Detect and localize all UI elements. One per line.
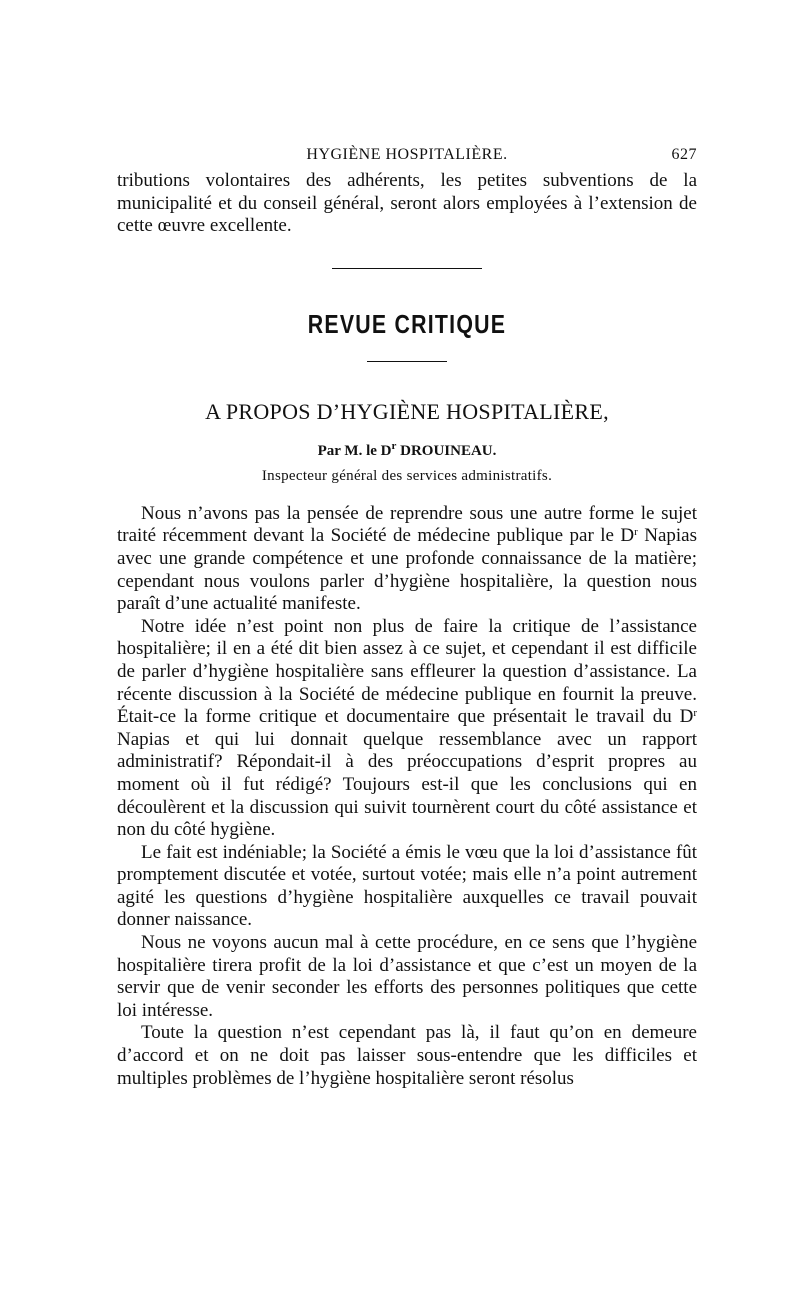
article-title: A PROPOS D’HYGIÈNE HOSPITALIÈRE, — [205, 398, 609, 424]
paragraph-text: Nous n’avons pas la pensée de reprendre sous une autre forme le sujet traité récemment devant la Société de médecine publique par le D — [117, 502, 697, 547]
paragraph — [117, 616, 697, 842]
section-heading: REVUE CRITIQUE — [307, 308, 507, 339]
paragraph-text: Toute la question n’est cependant pas là, il faut qu’on en demeure d’accord et on ne doit pas laisser sous-entendre que les difficiles et multiples problèmes de l’hygiène hospitalière seront résolus — [117, 1022, 697, 1089]
page-number: 627 — [671, 146, 697, 163]
section-divider-rule — [332, 268, 482, 269]
byline-superscript: r — [391, 439, 397, 452]
paragraph-superscript: r — [693, 707, 697, 720]
article-byline — [117, 439, 697, 460]
running-header — [117, 140, 697, 170]
paragraph — [117, 842, 697, 932]
paragraph — [117, 503, 697, 616]
paragraph-text-cont: Napias et qui lui donnait quelque ressemblance avec un rapport administratif? Répondait-il à des préoccupations d’esprit propres au moment où il fut rédigé? Toujours est-il que les conclusions qui en découlèrent et la discussion qui suivit tournèrent court du côté assistance et non du côté hygiène. — [117, 728, 697, 841]
author-title: Inspecteur général des services administratifs. — [261, 467, 553, 484]
heading-divider-rule — [367, 361, 447, 362]
paragraph-text: Le fait est indéniable; la Société a émis le vœu que la loi d’assistance fût promptement discutée et votée, surtout votée; mais elle n’a point autrement agité les questions d’hygiène hospitalière auxquelles ce travail pouvait donner naissance. — [117, 841, 697, 931]
carry-over-paragraph: tributions volontaires des adhérents, les petites subventions de la municipalité et du conseil général, seront alors employées à l’extension de cette œuvre excellente. — [117, 170, 697, 237]
book-page — [117, 140, 697, 1090]
article-body — [117, 503, 697, 1090]
paragraph-text: Nous ne voyons aucun mal à cette procédure, en ce sens que l’hygiène hospitalière tirera profit de la loi d’assistance et que c’est un moyen de la servir que de venir seconder les efforts des personnes politiques que cette loi intéresse. — [117, 932, 697, 1021]
byline-prefix: Par M. le D — [317, 442, 392, 459]
paragraph — [117, 1022, 697, 1090]
running-header-title: HYGIÈNE HOSPITALIÈRE. — [306, 146, 508, 163]
paragraph-superscript: r — [634, 526, 638, 539]
byline-author-name: DROUINEAU. — [396, 442, 497, 459]
paragraph-text: Notre idée n’est point non plus de faire la critique de l’assistance hospitalière; il en a été dit bien assez à ce sujet, et cependant il est difficile de parler d’hygiène hospitalière sans effleurer la question d’assistance. La récente discussion à la Société de médecine publique en fournit la preuve. Était-ce la forme critique et documentaire que présentait le travail du D — [117, 615, 697, 728]
paragraph — [117, 932, 697, 1022]
paragraph-text-cont: Napias avec une grande compétence et une profonde connaissance de la matière; cependant nous voulons parler d’hygiène hospitalière, la question nous paraît d’une actualité manifeste. — [117, 525, 697, 615]
